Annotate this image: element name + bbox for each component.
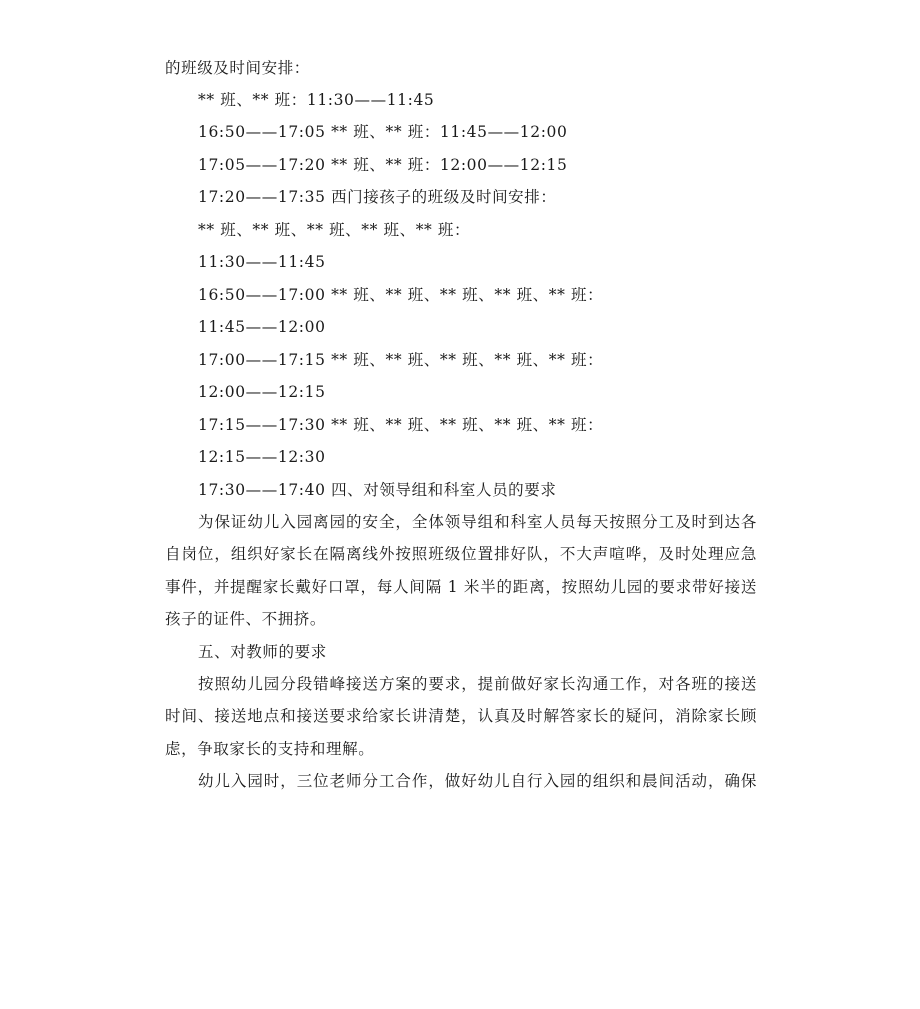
text-line: 16:50——17:05 ** 班、** 班：11:45——12:00 bbox=[198, 123, 568, 141]
paragraph-line: 时间、接送地点和接送要求给家长讲清楚，认真及时解答家长的疑问，消除家长顾 bbox=[165, 707, 757, 725]
text-line: 17:00——17:15 ** 班、** 班、** 班、** 班、** 班： bbox=[198, 351, 604, 369]
text-line: 11:30——11:45 bbox=[198, 253, 326, 271]
text-line: 16:50——17:00 ** 班、** 班、** 班、** 班、** 班： bbox=[198, 286, 604, 304]
text-line: 11:45——12:00 bbox=[198, 318, 326, 336]
paragraph-line: 孩子的证件、不拥挤。 bbox=[165, 610, 327, 628]
text-line: 17:20——17:35 西门接孩子的班级及时间安排： bbox=[198, 188, 557, 206]
text-line: 17:05——17:20 ** 班、** 班：12:00——12:15 bbox=[198, 156, 568, 174]
text-line: 12:15——12:30 bbox=[198, 448, 326, 466]
paragraph-line: 按照幼儿园分段错峰接送方案的要求，提前做好家长沟通工作，对各班的接送 bbox=[198, 675, 757, 693]
text-line: ** 班、** 班、** 班、** 班、** 班： bbox=[198, 221, 471, 239]
text-line: 12:00——12:15 bbox=[198, 383, 326, 401]
paragraph-line: 自岗位，组织好家长在隔离线外按照班级位置排好队，不大声喧哗，及时处理应急 bbox=[165, 545, 757, 563]
section-heading: 五、对教师的要求 bbox=[198, 643, 327, 661]
paragraph-line: 事件，并提醒家长戴好口罩，每人间隔 1 米半的距离，按照幼儿园的要求带好接送 bbox=[165, 578, 757, 596]
paragraph-line: 幼儿入园时，三位老师分工合作，做好幼儿自行入园的组织和晨间活动，确保 bbox=[198, 772, 757, 790]
text-line: 的班级及时间安排： bbox=[165, 59, 310, 77]
paragraph-line: 为保证幼儿入园离园的安全，全体领导组和科室人员每天按照分工及时到达各 bbox=[198, 513, 757, 531]
text-line: 17:15——17:30 ** 班、** 班、** 班、** 班、** 班： bbox=[198, 416, 604, 434]
text-line: ** 班、** 班：11:30——11:45 bbox=[198, 91, 435, 109]
section-heading: 17:30——17:40 四、对领导组和科室人员的要求 bbox=[198, 481, 557, 499]
paragraph-line: 虑，争取家长的支持和理解。 bbox=[165, 740, 375, 758]
